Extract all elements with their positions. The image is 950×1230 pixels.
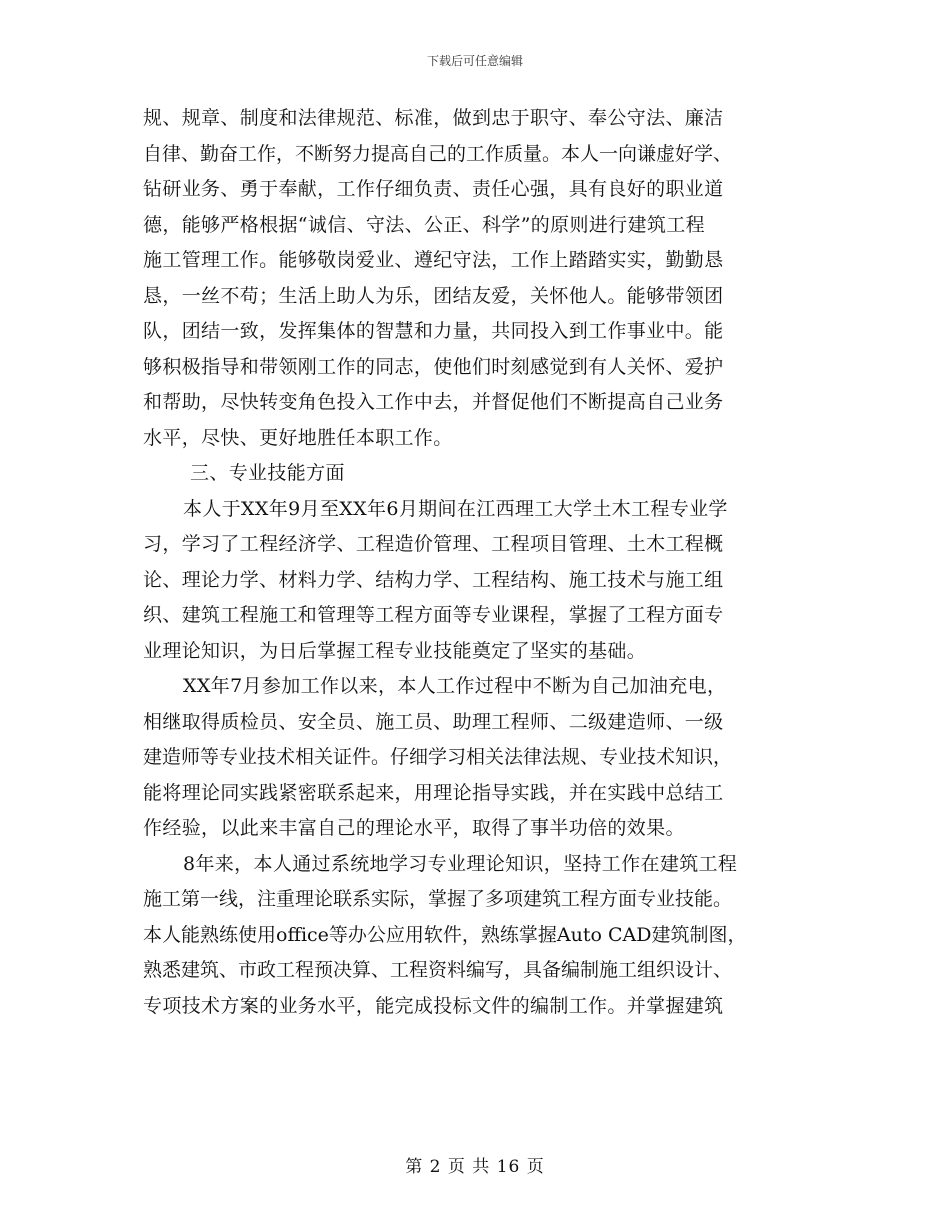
text-line: 钻研业务、勇于奉献，工作仔细负责、责任心强，具有良好的职业道 bbox=[143, 178, 724, 200]
text-line: 和帮助，尽快转变角色投入工作中去，并督促他们不断提高自己业务 bbox=[143, 391, 724, 413]
text-line: 8年来，本人通过系统地学习专业理论知识，坚持工作在建筑工程 bbox=[183, 852, 738, 875]
text-line: 自律、勤奋工作，不断努力提高自己的工作质量。本人一向谦虚好学、 bbox=[143, 142, 733, 165]
text-line: 施工第一线，注重理论联系实际，掌握了多项建筑工程方面专业技能。 bbox=[143, 888, 733, 910]
text-line: 本人于XX年9月至XX年6月期间在江西理工大学土木工程专业学 bbox=[183, 497, 728, 520]
text-line: 熟悉建筑、市政工程预决算、工程资料编写，具备编制施工组织设计、 bbox=[143, 959, 733, 981]
text-line: 水平，尽快、更好地胜任本职工作。 bbox=[143, 426, 453, 449]
page-header-note: 下载后可任意编辑 bbox=[426, 54, 523, 68]
text-line: 习，学习了工程经济学、工程造价管理、工程项目管理、土木工程概 bbox=[143, 533, 724, 555]
text-line: 本人能熟练使用office等办公应用软件，熟练掌握Auto CAD建筑制图， bbox=[143, 923, 747, 946]
section-heading: 三、专业技能方面 bbox=[190, 462, 345, 484]
text-line: 恳，一丝不苟；生活上助人为乐，团结友爱，关怀他人。能够带领团 bbox=[143, 284, 724, 307]
text-line: 业理论知识，为日后掌握工程专业技能奠定了坚实的基础。 bbox=[143, 639, 647, 662]
text-line: 建造师等专业技术相关证件。仔细学习相关法律法规、专业技术知识， bbox=[143, 746, 733, 768]
text-line: 作经验，以此来丰富自己的理论水平，取得了事半功倍的效果。 bbox=[143, 817, 685, 839]
text-line: 相继取得质检员、安全员、施工员、助理工程师、二级建造师、一级 bbox=[143, 710, 724, 733]
text-line: 够积极指导和带领刚工作的同志，使他们时刻感觉到有人关怀、爱护 bbox=[143, 355, 724, 378]
text-line: XX年7月参加工作以来，本人工作过程中不断为自己加油充电， bbox=[183, 675, 727, 697]
text-line: 织、建筑工程施工和管理等工程方面等专业课程，掌握了工程方面专 bbox=[143, 604, 724, 626]
text-line: 能将理论同实践紧密联系起来，用理论指导实践，并在实践中总结工 bbox=[143, 781, 724, 804]
document-body bbox=[143, 101, 833, 1024]
text-line: 论、理论力学、材料力学、结构力学、工程结构、施工技术与施工组 bbox=[143, 568, 724, 591]
text-line: 德，能够严格根据“诚信、守法、公正、科学”的原则进行建筑工程 bbox=[143, 213, 705, 236]
text-line: 专项技术方案的业务水平，能完成投标文件的编制工作。并掌握建筑 bbox=[143, 994, 724, 1017]
text-line: 施工管理工作。能够敬岗爱业、遵纪守法，工作上踏踏实实，勤勤恳 bbox=[143, 249, 724, 271]
text-line: 规、规章、制度和法律规范、标准，做到忠于职守、奉公守法、廉洁 bbox=[143, 107, 724, 129]
text-line: 队，团结一致，发挥集体的智慧和力量，共同投入到工作事业中。能 bbox=[143, 320, 724, 342]
page-number: 第 2 页 共 16 页 bbox=[405, 1157, 545, 1177]
